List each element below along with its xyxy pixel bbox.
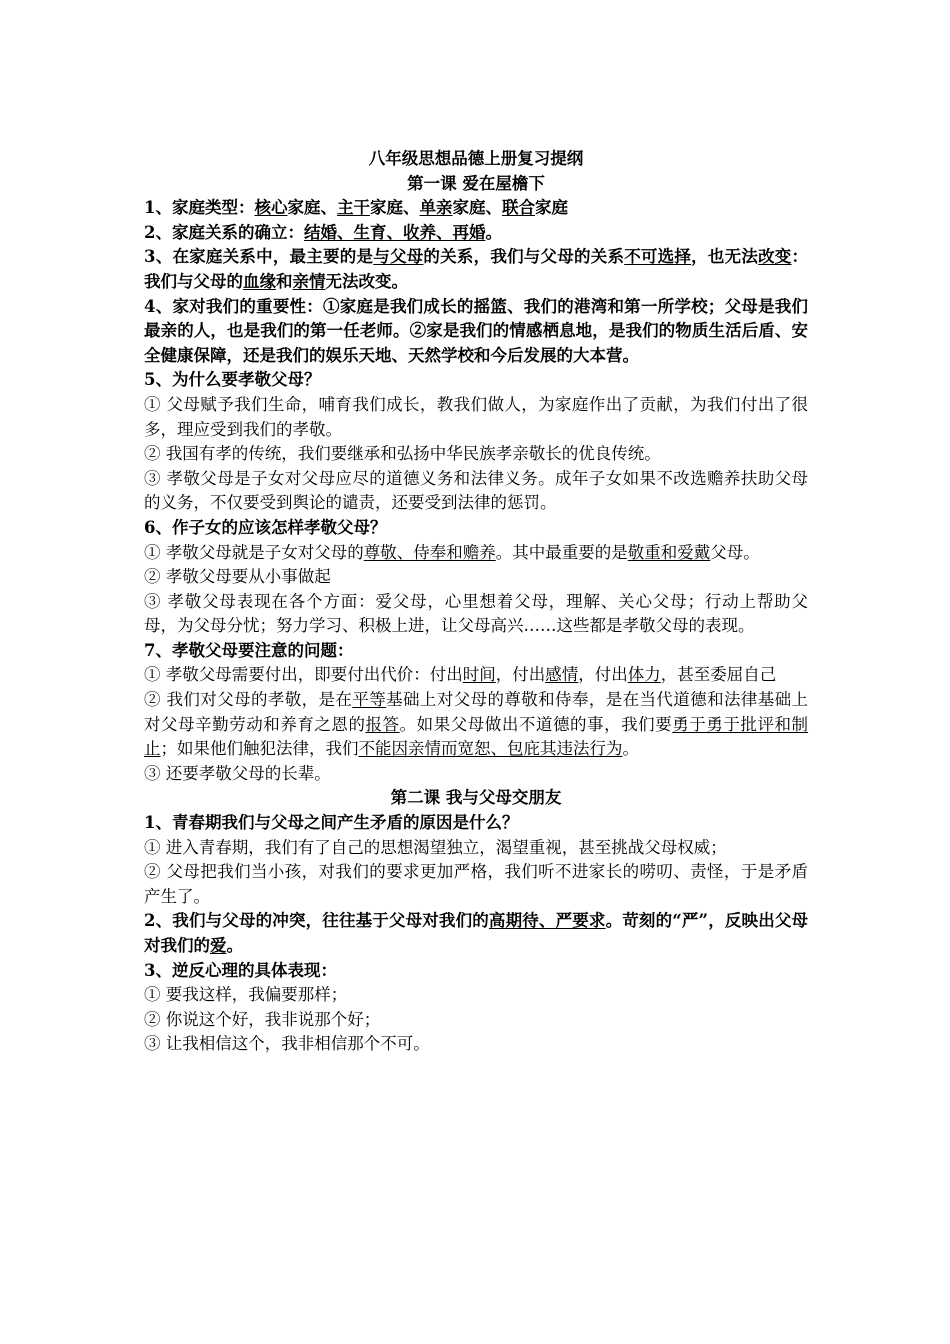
l1-q5-answer-3: ③ 孝敬父母是子女对父母应尽的道德义务和法律义务。成年子女如果不改选赡养扶助父母的义务，不仅要受到舆论的谴责，还要受到法律的惩罚。 [144,468,808,513]
l1-q1 [144,196,808,221]
l2-q2-text-3: 。 [226,936,243,955]
l2-q3-answer-3: ③ 让我相信这个，我非相信那个不可。 [144,1034,430,1054]
l1-q7-a1-term-2: 感情 [545,665,579,685]
l1-q6-a1-text-3: 父母。 [710,542,760,562]
l1-q3-term-5: 亲情 [292,271,326,291]
l2-q2 [144,909,808,958]
l1-q1-term-4: 联合 [501,198,535,218]
l2-q2-term-2: 爱 [210,936,227,955]
l1-q4: 4、家对我们的重要性：①家庭是我们成长的摇篮、我们的港湾和第一所学校；父母是我们最亲的人，也是我们的第一任老师。②家是我们的情感栖息地，是我们的物质生活后盾、安全健康保障，还是我们的娱乐天地、天然学校和今后发展的大本营。 [144,296,808,365]
l1-q7-a2-term-3: 勇于勇于批评和制止 [144,714,809,759]
l1-q3-term-1: 与父母 [373,247,424,267]
l1-q7-a2-text-1: ② 我们对父母的孝敬，是在 [144,690,353,710]
lesson-1-title: 第一课 爱在屋檐下 [407,173,545,193]
l2-q2-term-1: 高期待、严要求 [488,911,606,931]
l1-q5-heading: 5、为什么要孝敬父母？ [144,370,321,390]
l1-q1-term-1: 核心 [254,198,288,218]
l1-q1-term-2: 主干 [336,198,370,218]
l2-q1-answer-2: ② 父母把我们当小孩，对我们的要求更加严格，我们听不进家长的唠叨、责怪，于是矛盾产生了。 [144,862,808,906]
l1-q7-a2-term-1: 平等 [352,690,387,710]
l1-q1-term-3: 单亲 [419,198,453,218]
l1-q5-answer-2: ② 我国有孝的传统，我们要继承和弘扬中华民族孝亲敬长的优良传统。 [144,444,661,464]
l1-q6-answer-2: ② 孝敬父母要从小事做起 [144,567,331,587]
l2-q2-text-1: 2、我们与父母的冲突，往往基于父母对我们的 [144,911,489,931]
l1-q7-answer-1 [144,663,808,688]
l1-q3-text-6: 无法改变。 [325,271,408,291]
l1-q6-heading: 6、作子女的应该怎样孝敬父母？ [144,517,387,537]
l1-q7-a2-text-4: ；如果他们触犯法律，我们 [160,739,359,759]
l1-q2-term: 结婚、生育、收养、再婚 [303,222,486,242]
l1-q7-answer-2 [144,688,808,762]
l1-q3-term-4: 血缘 [243,271,276,291]
l1-q7-heading: 7、孝敬父母要注意的问题： [144,640,354,660]
l1-q2-prefix: 2、家庭关系的确立： [144,222,304,242]
l2-q3-answer-1: ① 要我这样，我偏要那样； [144,985,348,1005]
l2-q2-text-2: 。苛刻的“严”，反映出父母对我们的 [144,911,809,955]
l1-q3-text-2: 的关系，我们与父母的关系 [423,247,625,267]
l1-q3-term-2: 不可选择 [624,247,692,267]
l1-q1-text-1: 家庭、 [287,198,337,218]
l1-q1-text-4: 家庭 [534,198,568,218]
l2-q3-answer-2: ② 你说这个好，我非说那个好； [144,1009,381,1029]
l1-q1-text-3: 家庭、 [452,198,502,218]
l2-q3-heading: 3、逆反心理的具体表现： [144,960,337,980]
l1-q7-a2-term-2: 报答 [365,714,400,734]
l1-q3 [144,245,808,294]
lesson-2-title: 第二课 我与父母交朋友 [390,788,562,808]
l1-q1-text-2: 家庭、 [369,198,420,218]
l1-q7-a1-term-1: 时间 [462,665,496,685]
l1-q6-a1-term-2: 敬重和爱戴 [627,542,711,562]
l1-q7-a1-term-3: 体力 [627,665,661,685]
l1-q7-answer-3: ③ 还要孝敬父母的长辈。 [144,763,331,783]
l1-q5-answer-1: ① 父母赋予我们生命，哺育我们成长，教我们做人，为家庭作出了贡献，为我们付出了很多，理应受到我们的孝敬。 [144,394,808,439]
l1-q3-text-4: ：我们与父母的 [144,247,809,291]
l1-q3-text-3: ，也无法 [691,247,759,267]
l1-q7-a2-text-5: 。 [622,739,639,759]
l1-q6-a1-text-1: ① 孝敬父母就是子女对父母的 [144,542,364,562]
l1-q2-text: 。 [485,222,502,242]
l1-q6-a1-text-2: 。其中最重要的是 [495,542,628,562]
l1-q3-text-5: 和 [276,271,293,291]
l1-q7-a1-text-3: ，付出 [578,665,628,685]
l2-q1-answer-1: ① 进入青春期，我们有了自己的思想渴望独立，渴望重视，甚至挑战父母权威； [144,837,727,857]
l1-q7-a1-text-1: ① 孝敬父母需要付出，即要付出代价：付出 [144,665,463,685]
l1-q6-answer-1 [144,541,808,566]
l1-q2 [144,221,808,246]
l1-q6-a1-term-1: 尊敬、侍奉和赡养 [363,542,496,562]
document-page [144,147,808,1057]
l1-q7-a2-text-3: 。如果父母做出不道德的事，我们要 [399,714,673,734]
l1-q3-term-3: 改变 [758,247,792,267]
l2-q1-heading: 1、青春期我们与父母之间产生矛盾的原因是什么？ [144,813,519,833]
l1-q3-text-1: 3、在家庭关系中，最主要的是 [144,247,374,267]
l1-q7-a1-text-2: ，付出 [495,665,546,685]
l1-q1-prefix: 1、家庭类型： [144,198,255,218]
document-title: 八年级思想品德上册复习提纲 [368,149,584,168]
l1-q7-a2-text-2: 基础上对父母的尊敬和侍奉，是在当代道德和法律基础上对父母辛勤劳动和养育之恩的 [144,690,809,734]
l1-q7-a1-text-4: ，甚至委屈自己 [660,665,777,685]
l1-q7-a2-term-4: 不能因亲情而宽恕、包庇其违法行为 [358,739,623,759]
l1-q6-answer-3: ③ 孝敬父母表现在各个方面：爱父母，心里想着父母，理解、关心父母；行动上帮助父母，为父母分忧；努力学习、积极上进，让父母高兴……这些都是孝敬父母的表现。 [144,591,808,636]
